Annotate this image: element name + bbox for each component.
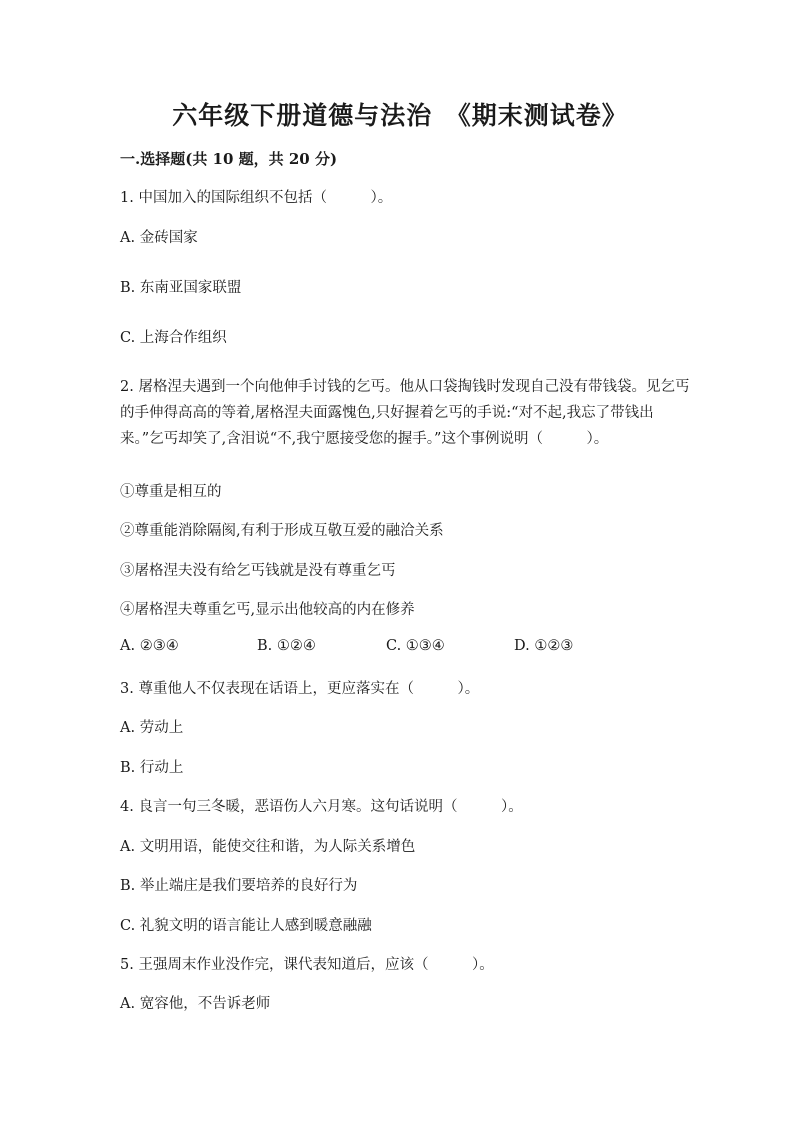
question-4-option-c: C. 礼貌文明的语言能让人感到暖意融融 — [120, 918, 372, 934]
question-2-options — [120, 638, 680, 660]
question-2-statement-1: ①尊重是相互的 — [120, 484, 222, 500]
question-3-option-b: B. 行动上 — [120, 760, 184, 776]
question-2-statement-3: ③屠格涅夫没有给乞丐钱就是没有尊重乞丐 — [120, 563, 396, 579]
question-2-stem: 2. 屠格涅夫遇到一个向他伸手讨钱的乞丐。他从口袋掏钱时发现自己没有带钱袋。见乞丐的手伸得高高的等着,屠格涅夫面露愧色,只好握着乞丐的手说:“对不起,我忘了带钱出来。”乞丐却笑了,含泪说“不,我宁愿接受您的握手。”这个事例说明（ ）。 — [120, 379, 690, 447]
question-1-option-c: C. 上海合作组织 — [120, 330, 227, 346]
question-2-option-d: D. ①②③ — [514, 638, 574, 654]
question-4-stem: 4. 良言一句三冬暖，恶语伤人六月寒。这句话说明（ ）。 — [120, 799, 523, 815]
question-2-option-c: C. ①③④ — [386, 638, 445, 654]
question-5-option-a: A. 宽容他，不告诉老师 — [120, 996, 271, 1012]
question-1-option-b: B. 东南亚国家联盟 — [120, 280, 242, 296]
question-2-option-a: A. ②③④ — [120, 638, 179, 654]
question-3-option-a: A. 劳动上 — [120, 720, 184, 736]
question-4-option-b: B. 举止端庄是我们要培养的良好行为 — [120, 878, 358, 894]
section-heading: 一.选择题(共 10 题，共 20 分) — [120, 150, 338, 168]
question-4-option-a: A. 文明用语，能使交往和谐，为人际关系增色 — [120, 839, 416, 855]
question-2-statement-4: ④屠格涅夫尊重乞丐,显示出他较高的内在修养 — [120, 602, 415, 618]
question-1-stem: 1. 中国加入的国际组织不包括（ ）。 — [120, 190, 393, 206]
question-1-option-a: A. 金砖国家 — [120, 230, 198, 246]
question-5-stem: 5. 王强周末作业没作完，课代表知道后，应该（ ）。 — [120, 957, 494, 973]
page-title: 六年级下册道德与法治 《期末测试卷》 — [172, 101, 628, 130]
question-2-statement-2: ②尊重能消除隔阂,有利于形成互敬互爱的融洽关系 — [120, 523, 444, 539]
question-2-option-b: B. ①②④ — [257, 638, 316, 654]
question-3-stem: 3. 尊重他人不仅表现在话语上，更应落实在（ ）。 — [120, 681, 480, 697]
